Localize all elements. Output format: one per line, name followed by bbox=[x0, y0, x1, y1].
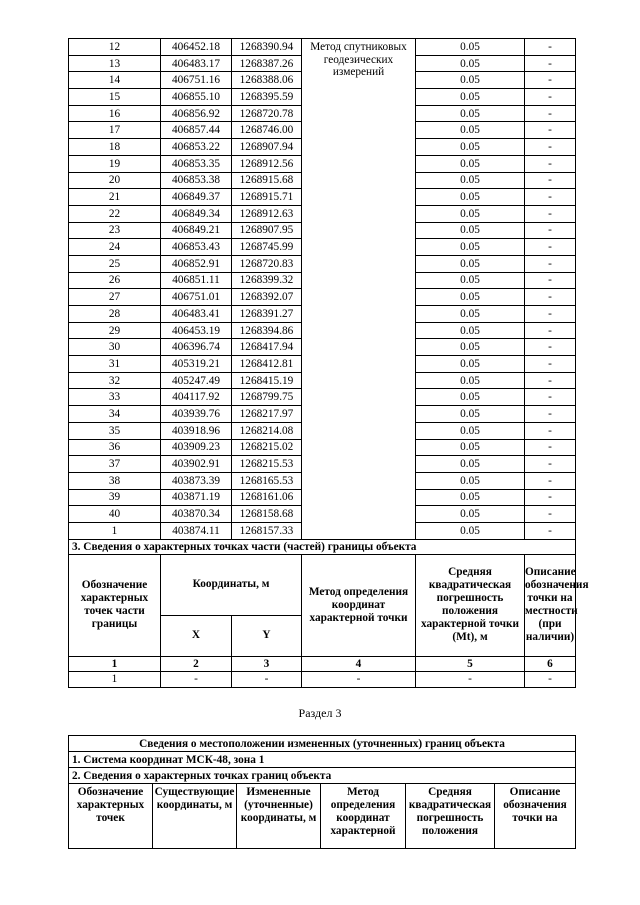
coord-x: 406852.91 bbox=[161, 255, 232, 272]
header-existing-coords: Существующие координаты, м bbox=[153, 784, 237, 849]
part-row-cell: - bbox=[232, 671, 302, 687]
part-row-cell: - bbox=[525, 671, 576, 687]
coord-y: 1268165.53 bbox=[232, 472, 302, 489]
header-method: Метод определения координат характерной точки bbox=[302, 554, 416, 656]
coord-y: 1268915.71 bbox=[232, 189, 302, 206]
col-number-2: 2 bbox=[161, 656, 232, 671]
coord-x: 406851.11 bbox=[161, 272, 232, 289]
point-number: 19 bbox=[69, 155, 161, 172]
point-description: - bbox=[525, 289, 576, 306]
header-designation: Обозначение характерных точек части границы bbox=[69, 554, 161, 656]
error-value: 0.05 bbox=[416, 522, 525, 539]
coord-x: 406483.41 bbox=[161, 306, 232, 323]
coord-x: 403939.76 bbox=[161, 406, 232, 423]
error-value: 0.05 bbox=[416, 389, 525, 406]
coord-x: 406853.35 bbox=[161, 155, 232, 172]
method-cell: Метод спутниковых геодезических измерений bbox=[302, 39, 416, 540]
coord-x: 406853.43 bbox=[161, 239, 232, 256]
coord-x: 406751.16 bbox=[161, 72, 232, 89]
coord-x: 406856.92 bbox=[161, 105, 232, 122]
point-number: 16 bbox=[69, 105, 161, 122]
error-value: 0.05 bbox=[416, 272, 525, 289]
col-number-3: 3 bbox=[232, 656, 302, 671]
coord-y: 1268415.19 bbox=[232, 372, 302, 389]
coordinate-system: 1. Система координат МСК-48, зона 1 bbox=[69, 752, 576, 768]
coord-y: 1268399.32 bbox=[232, 272, 302, 289]
error-value: 0.05 bbox=[416, 155, 525, 172]
coord-x: 403874.11 bbox=[161, 522, 232, 539]
point-number: 38 bbox=[69, 472, 161, 489]
error-value: 0.05 bbox=[416, 122, 525, 139]
point-description: - bbox=[525, 222, 576, 239]
point-description: - bbox=[525, 105, 576, 122]
header-description: Описание обозначения точки на местности (при наличии) bbox=[525, 554, 576, 656]
error-value: 0.05 bbox=[416, 456, 525, 473]
point-description: - bbox=[525, 306, 576, 323]
section3-title: Сведения о местоположении измененных (уточненных) границ объекта bbox=[69, 736, 576, 752]
point-number: 30 bbox=[69, 339, 161, 356]
point-description: - bbox=[525, 506, 576, 523]
error-value: 0.05 bbox=[416, 222, 525, 239]
coord-y: 1268215.02 bbox=[232, 439, 302, 456]
coord-x: 406849.21 bbox=[161, 222, 232, 239]
coord-y: 1268907.94 bbox=[232, 139, 302, 156]
point-description: - bbox=[525, 239, 576, 256]
point-number: 28 bbox=[69, 306, 161, 323]
coord-x: 405247.49 bbox=[161, 372, 232, 389]
point-description: - bbox=[525, 89, 576, 106]
part-row-cell: - bbox=[416, 671, 525, 687]
point-description: - bbox=[525, 339, 576, 356]
point-description: - bbox=[525, 39, 576, 56]
coord-y: 1268912.63 bbox=[232, 205, 302, 222]
point-number: 35 bbox=[69, 422, 161, 439]
header-x: X bbox=[161, 615, 232, 656]
points-section-title: 2. Сведения о характерных точках границ объекта bbox=[69, 768, 576, 784]
coord-x: 405319.21 bbox=[161, 356, 232, 373]
point-number: 29 bbox=[69, 322, 161, 339]
coord-x: 406453.19 bbox=[161, 322, 232, 339]
part-row-cell: 1 bbox=[69, 671, 161, 687]
coord-x: 406452.18 bbox=[161, 39, 232, 56]
coord-y: 1268217.97 bbox=[232, 406, 302, 423]
coord-y: 1268912.56 bbox=[232, 155, 302, 172]
point-description: - bbox=[525, 155, 576, 172]
point-description: - bbox=[525, 422, 576, 439]
coord-x: 403870.34 bbox=[161, 506, 232, 523]
error-value: 0.05 bbox=[416, 189, 525, 206]
col-number-5: 5 bbox=[416, 656, 525, 671]
changed-boundaries-table bbox=[68, 735, 576, 849]
coord-y: 1268391.27 bbox=[232, 306, 302, 323]
coord-x: 403871.19 bbox=[161, 489, 232, 506]
error-value: 0.05 bbox=[416, 322, 525, 339]
point-description: - bbox=[525, 55, 576, 72]
table-row bbox=[69, 39, 576, 56]
point-description: - bbox=[525, 122, 576, 139]
header-changed-coords: Измененные (уточненные) координаты, м bbox=[237, 784, 321, 849]
error-value: 0.05 bbox=[416, 205, 525, 222]
point-description: - bbox=[525, 472, 576, 489]
coord-y: 1268746.00 bbox=[232, 122, 302, 139]
coord-y: 1268158.68 bbox=[232, 506, 302, 523]
error-value: 0.05 bbox=[416, 489, 525, 506]
coord-y: 1268390.94 bbox=[232, 39, 302, 56]
header-error: Средняя квадратическая погрешность положения характерной точки (Mt), м bbox=[416, 554, 525, 656]
point-number: 32 bbox=[69, 372, 161, 389]
coord-y: 1268395.59 bbox=[232, 89, 302, 106]
point-description: - bbox=[525, 522, 576, 539]
coord-y: 1268157.33 bbox=[232, 522, 302, 539]
coord-x: 406849.34 bbox=[161, 205, 232, 222]
point-number: 18 bbox=[69, 139, 161, 156]
coord-y: 1268720.83 bbox=[232, 255, 302, 272]
point-number: 1 bbox=[69, 522, 161, 539]
coord-y: 1268392.07 bbox=[232, 289, 302, 306]
point-number: 39 bbox=[69, 489, 161, 506]
point-description: - bbox=[525, 372, 576, 389]
error-value: 0.05 bbox=[416, 372, 525, 389]
error-value: 0.05 bbox=[416, 139, 525, 156]
point-number: 22 bbox=[69, 205, 161, 222]
point-number: 15 bbox=[69, 89, 161, 106]
error-value: 0.05 bbox=[416, 339, 525, 356]
point-description: - bbox=[525, 172, 576, 189]
coord-x: 404117.92 bbox=[161, 389, 232, 406]
error-value: 0.05 bbox=[416, 406, 525, 423]
coord-x: 406396.74 bbox=[161, 339, 232, 356]
coord-x: 406853.38 bbox=[161, 172, 232, 189]
coord-y: 1268394.86 bbox=[232, 322, 302, 339]
error-value: 0.05 bbox=[416, 255, 525, 272]
coord-y: 1268387.26 bbox=[232, 55, 302, 72]
point-number: 21 bbox=[69, 189, 161, 206]
point-number: 36 bbox=[69, 439, 161, 456]
coord-y: 1268161.06 bbox=[232, 489, 302, 506]
header-description: Описание обозначения точки на bbox=[495, 784, 576, 849]
error-value: 0.05 bbox=[416, 306, 525, 323]
point-description: - bbox=[525, 72, 576, 89]
boundary-points-table bbox=[68, 38, 589, 688]
section-label: Раздел 3 bbox=[298, 706, 342, 720]
point-number: 31 bbox=[69, 356, 161, 373]
coord-x: 403873.39 bbox=[161, 472, 232, 489]
point-number: 20 bbox=[69, 172, 161, 189]
point-number: 27 bbox=[69, 289, 161, 306]
error-value: 0.05 bbox=[416, 506, 525, 523]
error-value: 0.05 bbox=[416, 89, 525, 106]
point-description: - bbox=[525, 406, 576, 423]
coord-x: 406857.44 bbox=[161, 122, 232, 139]
point-description: - bbox=[525, 272, 576, 289]
header-method: Метод определения координат характерной bbox=[321, 784, 406, 849]
coord-y: 1268388.06 bbox=[232, 72, 302, 89]
point-number: 24 bbox=[69, 239, 161, 256]
error-value: 0.05 bbox=[416, 239, 525, 256]
point-description: - bbox=[525, 356, 576, 373]
error-value: 0.05 bbox=[416, 39, 525, 56]
col-number-4: 4 bbox=[302, 656, 416, 671]
header-coordinates: Координаты, м bbox=[161, 554, 302, 615]
part-row-cell: - bbox=[302, 671, 416, 687]
coord-y: 1268915.68 bbox=[232, 172, 302, 189]
point-description: - bbox=[525, 439, 576, 456]
error-value: 0.05 bbox=[416, 356, 525, 373]
point-number: 37 bbox=[69, 456, 161, 473]
coord-x: 406483.17 bbox=[161, 55, 232, 72]
point-description: - bbox=[525, 189, 576, 206]
header-y: Y bbox=[232, 615, 302, 656]
coord-x: 406849.37 bbox=[161, 189, 232, 206]
point-number: 14 bbox=[69, 72, 161, 89]
point-number: 33 bbox=[69, 389, 161, 406]
point-description: - bbox=[525, 205, 576, 222]
header-error: Средняя квадратическая погрешность положения bbox=[406, 784, 495, 849]
error-value: 0.05 bbox=[416, 289, 525, 306]
coord-y: 1268907.95 bbox=[232, 222, 302, 239]
error-value: 0.05 bbox=[416, 55, 525, 72]
coord-y: 1268745.99 bbox=[232, 239, 302, 256]
point-description: - bbox=[525, 322, 576, 339]
point-description: - bbox=[525, 456, 576, 473]
coord-y: 1268720.78 bbox=[232, 105, 302, 122]
point-description: - bbox=[525, 489, 576, 506]
point-number: 13 bbox=[69, 55, 161, 72]
coord-x: 403909.23 bbox=[161, 439, 232, 456]
coord-y: 1268799.75 bbox=[232, 389, 302, 406]
coord-y: 1268214.08 bbox=[232, 422, 302, 439]
col-number-1: 1 bbox=[69, 656, 161, 671]
coord-x: 406855.10 bbox=[161, 89, 232, 106]
point-description: - bbox=[525, 389, 576, 406]
point-number: 40 bbox=[69, 506, 161, 523]
part-row-cell: - bbox=[161, 671, 232, 687]
point-number: 17 bbox=[69, 122, 161, 139]
point-number: 34 bbox=[69, 406, 161, 423]
coord-x: 406751.01 bbox=[161, 289, 232, 306]
coord-y: 1268215.53 bbox=[232, 456, 302, 473]
point-number: 12 bbox=[69, 39, 161, 56]
point-description: - bbox=[525, 255, 576, 272]
coord-x: 403902.91 bbox=[161, 456, 232, 473]
point-number: 23 bbox=[69, 222, 161, 239]
error-value: 0.05 bbox=[416, 172, 525, 189]
point-number: 26 bbox=[69, 272, 161, 289]
error-value: 0.05 bbox=[416, 472, 525, 489]
coord-y: 1268412.81 bbox=[232, 356, 302, 373]
coord-y: 1268417.94 bbox=[232, 339, 302, 356]
point-number: 25 bbox=[69, 255, 161, 272]
header-designation: Обозначение характерных точек bbox=[69, 784, 153, 849]
part-section-title: 3. Сведения о характерных точках части (частей) границы объекта bbox=[69, 539, 576, 554]
col-number-6: 6 bbox=[525, 656, 576, 671]
coord-x: 403918.96 bbox=[161, 422, 232, 439]
error-value: 0.05 bbox=[416, 105, 525, 122]
error-value: 0.05 bbox=[416, 439, 525, 456]
coord-x: 406853.22 bbox=[161, 139, 232, 156]
error-value: 0.05 bbox=[416, 422, 525, 439]
error-value: 0.05 bbox=[416, 72, 525, 89]
point-description: - bbox=[525, 139, 576, 156]
